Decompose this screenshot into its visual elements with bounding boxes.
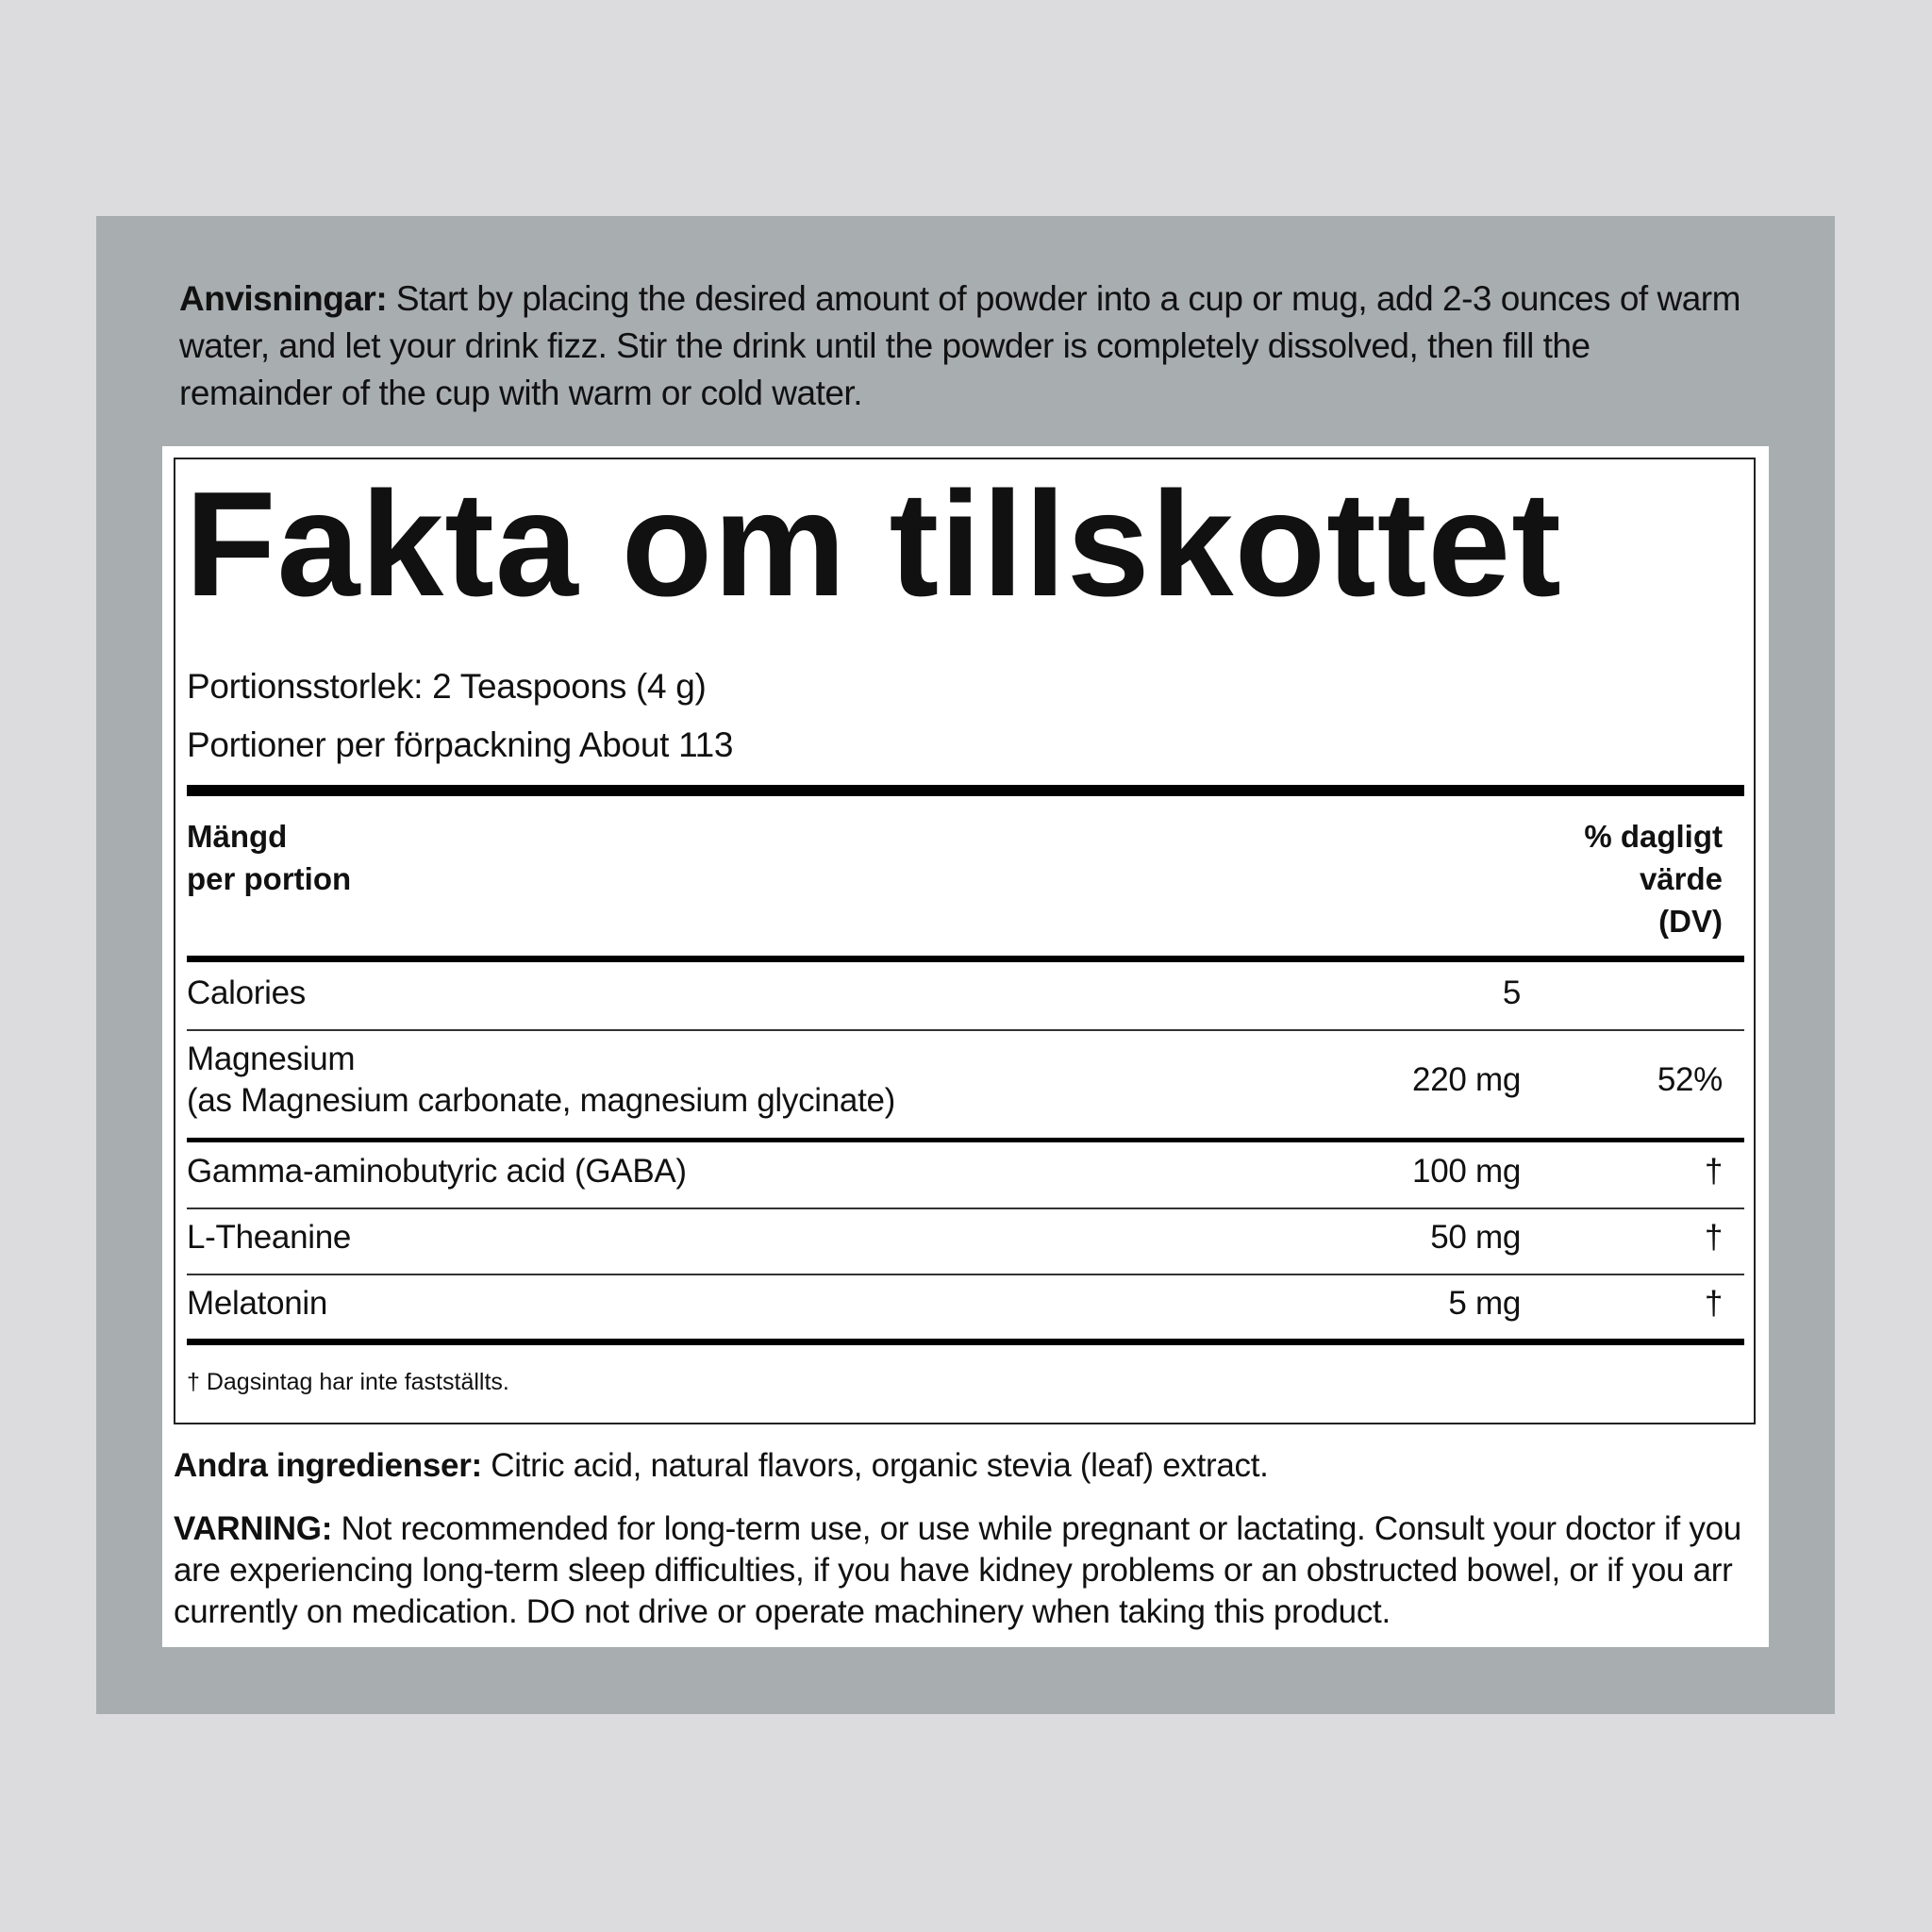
warning-label: VARNING: [174,1510,333,1547]
footnote: † Dagsintag har inte fastställts. [187,1369,509,1395]
row-divider [187,1274,1744,1275]
warning-text: Not recommended for long-term use, or use while pregnant or lactating. Consult your doctor if you are experiencing long-term sleep difficulties, if you have kidney problems or an obstructed bowel, or if you arr currently on medication. DO not drive or operate machinery when taking this product. [174,1510,1741,1630]
row-divider [187,1208,1744,1209]
header-amount-line1: Mängd [187,819,288,854]
facts-title: Fakta om tillskottet [185,461,1562,627]
row-amount-gaba: 100 mg [1412,1153,1521,1190]
row-name-melatonin: Melatonin [187,1285,328,1322]
header-dv-line1: % dagligt [1584,819,1723,854]
row-amount-magnesium: 220 mg [1412,1061,1521,1098]
divider-thick [187,785,1744,796]
header-amount-line2: per portion [187,861,352,896]
row-amount-calories: 5 [1502,974,1521,1011]
row-name-magnesium: Magnesium [187,1041,356,1077]
row-dv-magnesium: 52% [1657,1061,1723,1098]
row-dv-gaba: † [1704,1153,1723,1190]
row-divider-thick [187,1138,1744,1142]
row-dv-l-theanine: † [1704,1219,1723,1256]
other-ingredients [174,1445,1269,1487]
directions-text [179,275,1745,417]
serving-size: Portionsstorlek: 2 Teaspoons (4 g) [187,667,707,706]
row-name-l-theanine: L-Theanine [187,1219,352,1256]
row-amount-melatonin: 5 mg [1448,1285,1521,1322]
directions-body: Start by placing the desired amount of powder into a cup or mug, add 2-3 ounces of warm water, and let your drink fizz. Stir the drink until the powder is completely dissolved, then fill the remainder of the cup with warm or cold water. [179,279,1740,412]
divider-bottom [187,1339,1744,1345]
header-dv-line2: värde [1639,861,1723,896]
header-daily-value [1515,815,1723,942]
row-name-gaba: Gamma-aminobutyric acid (GABA) [187,1153,687,1190]
row-sub-magnesium: (as Magnesium carbonate, magnesium glycinate) [187,1082,896,1119]
divider-header [187,956,1744,962]
row-name-calories: Calories [187,974,306,1011]
header-amount [187,815,351,900]
row-divider [187,1029,1744,1031]
directions-label: Anvisningar: [179,279,388,318]
other-ingredients-text: Citric acid, natural flavors, organic stevia (leaf) extract. [481,1447,1269,1484]
servings-per-container: Portioner per förpackning About 113 [187,725,734,764]
row-dv-melatonin: † [1704,1285,1723,1322]
other-ingredients-label: Andra ingredienser: [174,1447,482,1484]
header-dv-line3: (DV) [1658,904,1723,939]
warning [174,1508,1758,1633]
row-amount-l-theanine: 50 mg [1430,1219,1521,1256]
